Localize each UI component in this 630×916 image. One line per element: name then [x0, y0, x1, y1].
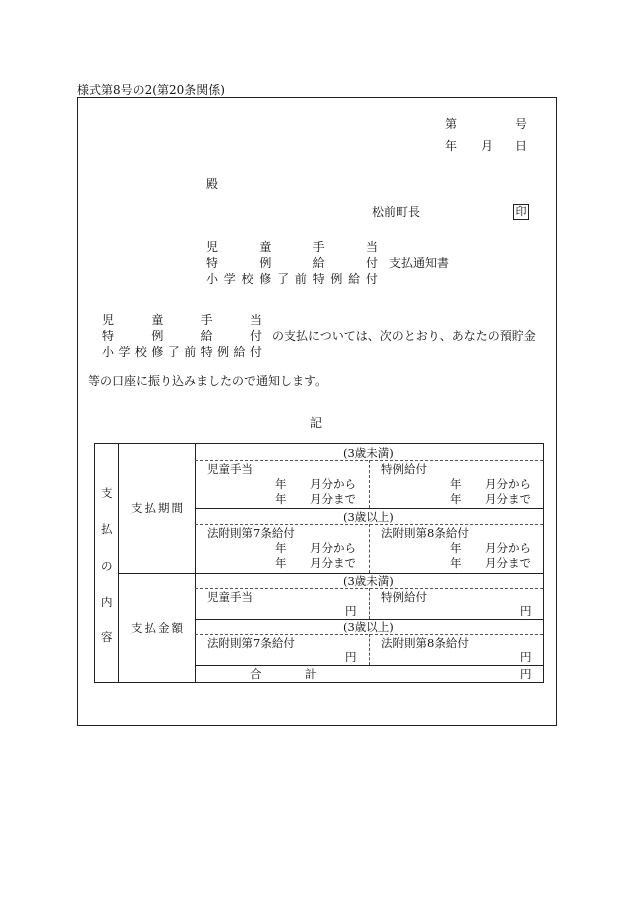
period-over3-header: (3歳以上): [343, 510, 394, 524]
amount-under3-header: (3歳未満): [343, 574, 394, 588]
period-label: 支払期間: [131, 501, 185, 515]
period-f7-to-year: 年: [275, 556, 287, 570]
date-year: 年: [445, 139, 458, 153]
side-label-3: の: [101, 559, 113, 573]
period-f8-from: 月分から: [485, 541, 531, 555]
col-line-1: [118, 444, 119, 682]
period-jido-teate: 児童手当: [207, 462, 253, 476]
side-label-1: 支: [101, 486, 113, 500]
period-f8-to: 月分まで: [485, 556, 531, 570]
body-line-2: 特 例 給 付: [102, 329, 262, 343]
section-divider: [118, 573, 543, 574]
period-fusoku7: 法附則第7条給付: [207, 526, 295, 540]
body-line-2-suffix: の支払については、次のとおり、あなたの預貯金: [272, 329, 536, 343]
title-line-2: 特 例 給 付: [206, 256, 378, 270]
seal-mark: 印: [513, 204, 529, 220]
period-tokurei-from: 月分から: [485, 477, 531, 491]
sender-name: 松前町長: [372, 205, 421, 219]
total-label-1: 合: [250, 667, 262, 681]
amount-fusoku8: 法附則第8条給付: [381, 636, 469, 650]
side-label-2: 払: [101, 522, 113, 536]
body-line-1: 児 童 手 当: [102, 313, 262, 327]
amount-tokurei-yen: 円: [520, 604, 532, 618]
amount-under3-vdash: [369, 588, 370, 619]
title-line-1: 児 童 手 当: [206, 240, 378, 254]
period-under3-header: (3歳未満): [343, 446, 394, 460]
amount-f7-yen: 円: [345, 650, 357, 664]
amount-jido-teate: 児童手当: [207, 590, 253, 604]
period-jido-from-year: 年: [275, 477, 287, 491]
title-line-3: 小 学 校 修 了 前 特 例 給 付: [206, 272, 378, 286]
period-jido-to: 月分まで: [310, 492, 356, 506]
body-line-4: 等の口座に振り込みましたので通知します。: [88, 374, 328, 388]
period-fusoku8: 法附則第8条給付: [381, 526, 469, 540]
total-label-2: 計: [305, 667, 317, 681]
side-label-5: 容: [101, 630, 113, 644]
amount-over3-header: (3歳以上): [343, 620, 394, 634]
period-f7-from-year: 年: [275, 541, 287, 555]
col-line-2: [195, 444, 196, 682]
period-f8-from-year: 年: [450, 541, 462, 555]
period-jido-from: 月分から: [310, 477, 356, 491]
total-yen: 円: [520, 667, 532, 681]
period-under3-vdash: [369, 460, 370, 508]
side-label-4: 内: [101, 595, 113, 609]
period-f7-from: 月分から: [310, 541, 356, 555]
amount-fusoku7: 法附則第7条給付: [207, 636, 295, 650]
amount-label: 支払金額: [131, 621, 185, 635]
period-tokurei-from-year: 年: [450, 477, 462, 491]
payment-table: [94, 443, 544, 683]
ki-heading: 記: [310, 416, 323, 430]
amount-f8-yen: 円: [520, 650, 532, 664]
period-over3-vdash: [369, 524, 370, 573]
amount-tokurei: 特例給付: [381, 590, 427, 604]
total-divider: [195, 665, 543, 666]
amount-over3-vdash: [369, 634, 370, 665]
period-under3-bottom: [195, 508, 543, 509]
period-tokurei: 特例給付: [381, 462, 427, 476]
body-line-3: 小 学 校 修 了 前 特 例 給 付: [102, 345, 262, 359]
period-tokurei-to: 月分まで: [485, 492, 531, 506]
number-go: 号: [515, 117, 528, 131]
amount-jido-yen: 円: [345, 604, 357, 618]
title-suffix: 支払通知書: [389, 256, 450, 270]
period-f8-to-year: 年: [450, 556, 462, 570]
period-f7-to: 月分まで: [310, 556, 356, 570]
form-label: 様式第8号の2(第20条関係): [77, 83, 225, 97]
period-jido-to-year: 年: [275, 492, 287, 506]
date-month: 月: [481, 139, 494, 153]
number-dai: 第: [445, 117, 458, 131]
period-tokurei-to-year: 年: [450, 492, 462, 506]
date-day: 日: [515, 139, 528, 153]
addressee-honorific: 殿: [206, 177, 219, 191]
